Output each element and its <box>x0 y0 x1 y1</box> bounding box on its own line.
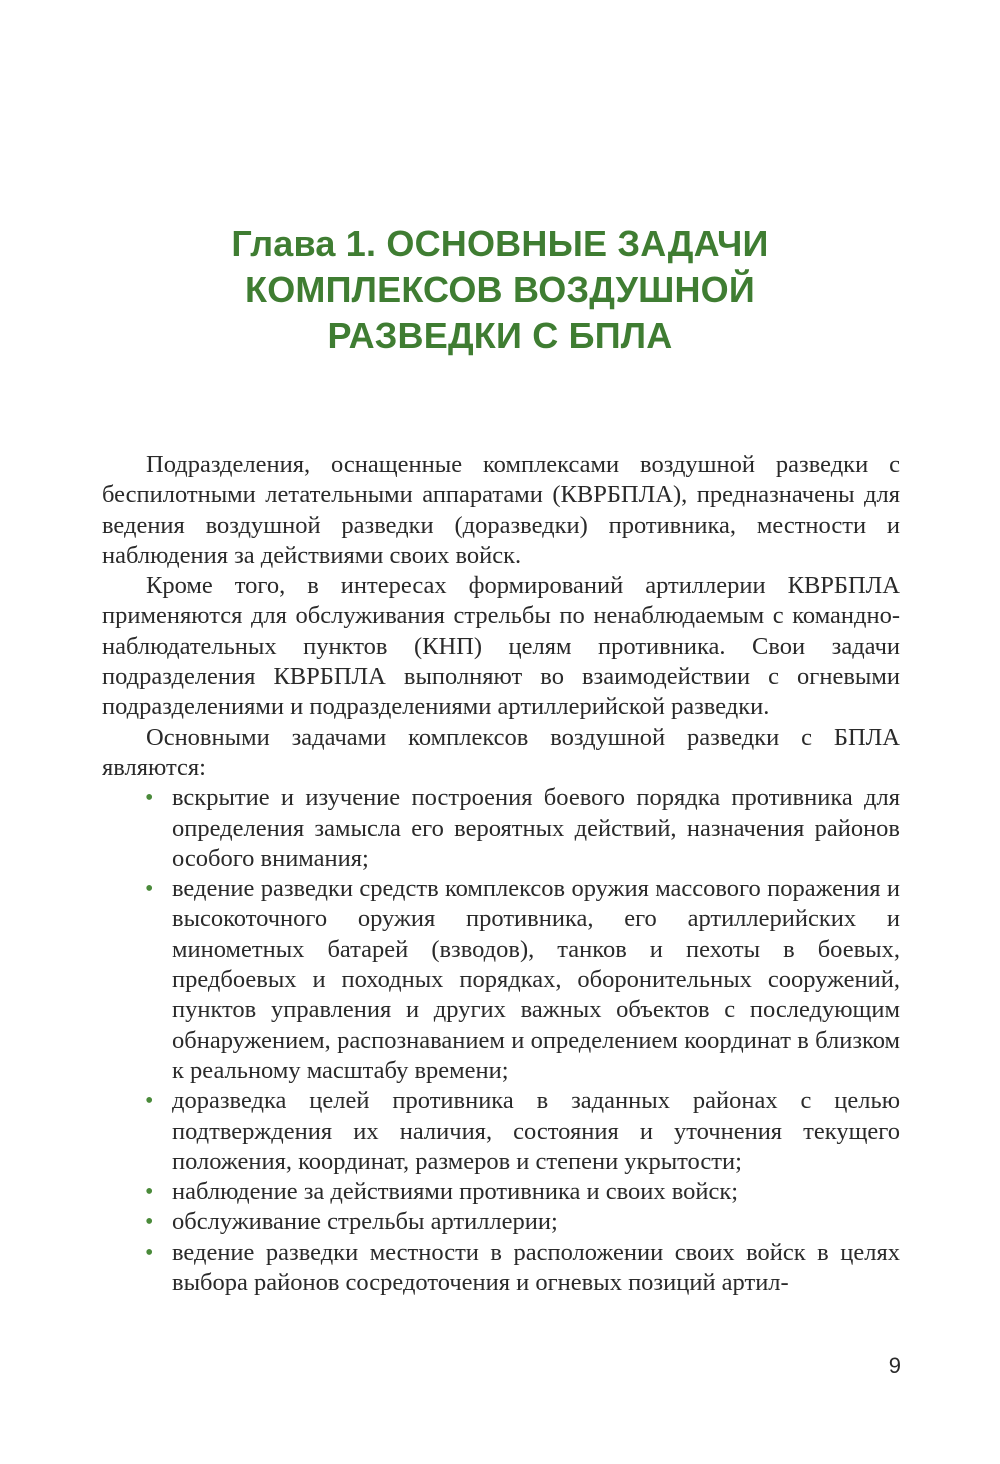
chapter-title-line: РАЗВЕДКИ С БПЛА <box>327 315 673 356</box>
list-item <box>145 1238 900 1299</box>
bullet-icon: • <box>145 1179 154 1206</box>
list-item-text: ведение разведки средств комплексов оружия массового поражения и высокоточного оружия противника, его артиллерийских и минометных батарей (взводов), танков и пехоты в боевых, предбоевых и походных порядках, оборонительных сооружений, пунктов управления и других важных объектов с последующим обнаружением, распознаванием и определением координат в близком к реальному масштабу времени; <box>172 875 900 1084</box>
bullet-icon: • <box>145 1209 154 1236</box>
bullet-icon: • <box>145 1088 154 1115</box>
list-item-text: обслуживание стрельбы артиллерии; <box>172 1208 558 1236</box>
list-item <box>145 783 900 874</box>
bullet-icon: • <box>145 876 154 903</box>
paragraph: Кроме того, в интересах формирований артиллерии КВРБПЛА применяются для обслуживания стрельбы по ненаблюдаемым с командно-наблюдательных пунктов (КНП) целям противника. Свои задачи подразделения КВРБПЛА выполняют во взаимодействии с огневыми подразделениями и подразделениями артиллерийской разведки. <box>102 572 900 721</box>
paragraph: Основными задачами комплексов воздушной разведки с БПЛА являются: <box>102 723 900 781</box>
chapter-title <box>0 221 1000 359</box>
list-item <box>145 1086 900 1177</box>
page-number: 9 <box>888 1353 901 1378</box>
list-item-text: наблюдение за действиями противника и своих войск; <box>172 1178 739 1206</box>
body-text <box>102 450 900 1298</box>
task-list <box>102 783 900 1298</box>
chapter-title-line: Глава 1. ОСНОВНЫЕ ЗАДАЧИ <box>231 223 769 264</box>
paragraph: Подразделения, оснащенные комплексами воздушной разведки с беспилотными летательными аппаратами (КВРБПЛА), предназначены для ведения воздушной разведки (доразведки) противника, местности и наблюдения за действиями своих войск. <box>102 451 900 569</box>
list-item-text: ведение разведки местности в расположении своих войск в целях выбора районов сосредоточения и огневых позиций артил- <box>172 1238 900 1297</box>
bullet-icon: • <box>145 1239 154 1266</box>
list-item-text: доразведка целей противника в заданных районах с целью подтверждения их наличия, состояния и уточнения текущего положения, координат, размеров и степени укрытости; <box>172 1087 900 1175</box>
bullet-icon: • <box>145 785 154 812</box>
list-item-text: вскрытие и изучение построения боевого порядка противника для определения замысла его вероятных действий, назначения районов особого внимания; <box>172 784 900 872</box>
list-item <box>145 1177 900 1207</box>
list-item <box>145 874 900 1086</box>
chapter-title-line: КОМПЛЕКСОВ ВОЗДУШНОЙ <box>245 269 755 310</box>
list-item <box>145 1207 900 1237</box>
